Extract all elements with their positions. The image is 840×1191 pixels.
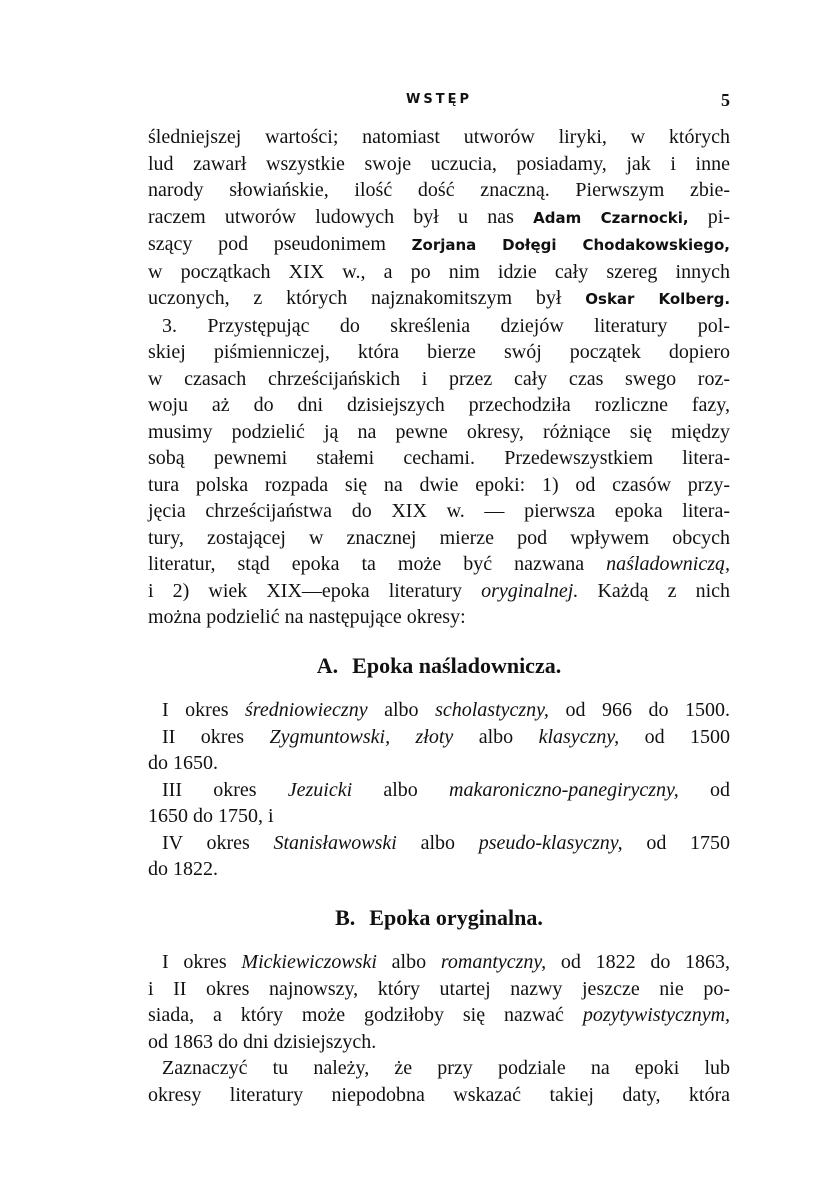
term: Stanisławowski bbox=[273, 831, 397, 854]
running-head: WSTĘP bbox=[406, 92, 472, 107]
term: Zygmuntowski, złoty bbox=[269, 725, 454, 748]
line-segment: Każdą z nich bbox=[597, 579, 731, 602]
page-header bbox=[148, 92, 730, 112]
text-line: jęcia chrześcijaństwa do XIX w. — pierwsza epoka litera- bbox=[148, 500, 730, 522]
line-segment: III okres bbox=[162, 778, 257, 801]
text-line: sobą pewnemi stałemi cechami. Przedewszystkiem litera- bbox=[148, 447, 730, 469]
text-line: tury, zostającej w znacznej mierze pod wpływem obcych bbox=[148, 526, 730, 549]
line-segment: I okres bbox=[162, 699, 229, 721]
period-line: od 1863 do dni dzisiejszych. bbox=[148, 1030, 377, 1053]
line-segment: pi- bbox=[707, 205, 731, 228]
line-segment: raczem utworów ludowych był u nas bbox=[148, 205, 514, 228]
line-segment: od 1500 bbox=[644, 725, 730, 748]
line-segment: od 1750 bbox=[646, 831, 731, 854]
text-line: lud zawarł wszystkie swoje uczucia, posiadamy, jak i inne bbox=[148, 152, 730, 175]
text-line: tura polska rozpada się na dwie epoki: 1) od czasów przy- bbox=[148, 473, 730, 496]
line-segment: literatur, stąd epoka ta może być nazwana bbox=[148, 553, 585, 575]
term: Mickiewiczowski bbox=[241, 951, 377, 973]
section-a-title: Epoka naśladownicza. bbox=[352, 652, 562, 678]
period-line bbox=[148, 830, 730, 857]
text-line: woju aż do dni dzisiejszych przechodziła rozliczne fazy, bbox=[148, 394, 730, 416]
line-segment: albo bbox=[478, 725, 514, 748]
term: romantyczny, bbox=[440, 951, 547, 973]
period-line bbox=[148, 949, 730, 976]
period-line bbox=[148, 697, 730, 724]
text-line: okresy literatury niepodobna wskazać takiej daty, która bbox=[148, 1083, 730, 1106]
term: klasyczny, bbox=[538, 725, 620, 748]
text-line: narody słowiańskie, ilość dość znaczną. Pierwszym zbie- bbox=[148, 179, 730, 201]
line-segment: IV okres bbox=[162, 831, 250, 854]
term: scholastyczny, bbox=[435, 699, 549, 721]
text-line: można podzielić na następujące okresy: bbox=[148, 606, 466, 628]
term-nasladownicza: naśladowniczą, bbox=[606, 553, 731, 575]
line-segment: siada, a który może godziłoby się nazwać bbox=[148, 1004, 564, 1026]
paragraph-folk-poetry bbox=[148, 124, 730, 313]
period-line bbox=[148, 724, 730, 751]
text-line: w czasach chrześcijańskich i przez cały czas swego roz- bbox=[148, 367, 730, 390]
period-line: do 1822. bbox=[148, 858, 218, 880]
line-segment: szący pod pseudonimem bbox=[148, 233, 386, 255]
period-line: 1650 do 1750, i bbox=[148, 805, 274, 827]
period-line: do 1650. bbox=[148, 752, 218, 774]
line-segment: i 2) wiek XIX—epoka literatury bbox=[148, 579, 463, 602]
line-segment: uczonych, z których najznakomitszym był bbox=[148, 287, 562, 309]
person-name-kolberg: Oskar Kolberg. bbox=[585, 290, 731, 308]
section-b-heading bbox=[148, 905, 730, 932]
line-segment: albo bbox=[420, 831, 456, 854]
line-segment: II okres bbox=[162, 725, 245, 748]
text-line: musimy podzielić ją na pewne okresy, różniące się między bbox=[148, 420, 730, 443]
person-name-czarnocki: Adam Czarnocki, bbox=[533, 208, 689, 227]
section-b-letter: B. bbox=[335, 904, 356, 930]
line-segment: albo bbox=[391, 951, 427, 973]
text-line: śledniejszej wartości; natomiast utworów liryki, w których bbox=[148, 126, 730, 148]
period-line bbox=[148, 1002, 730, 1029]
line-segment: od bbox=[710, 778, 731, 801]
section-b-title: Epoka oryginalna. bbox=[369, 904, 543, 930]
text-line bbox=[148, 578, 730, 605]
text-line bbox=[148, 551, 730, 578]
line-segment: od 966 do 1500. bbox=[565, 699, 730, 721]
text-line bbox=[148, 204, 730, 232]
text-line bbox=[148, 285, 730, 313]
section-a-letter: A. bbox=[316, 652, 339, 678]
text-line: skiej piśmienniczej, która bierze swój początek dopiero bbox=[148, 341, 730, 363]
term-oryginalnej: oryginalnej. bbox=[481, 579, 579, 602]
period-line bbox=[148, 777, 730, 804]
line-segment: albo bbox=[383, 778, 418, 801]
term: makaroniczno-panegiryczny, bbox=[449, 778, 679, 801]
text-line: 3. Przystępując do skreślenia dziejów literatury pol- bbox=[162, 314, 730, 337]
section-b bbox=[148, 905, 730, 1109]
line-segment: od 1822 do 1863, bbox=[560, 951, 731, 973]
section-a bbox=[148, 653, 730, 883]
person-name-chodakowski: Zorjana Dołęgi Chodakowskiego, bbox=[411, 236, 730, 254]
period-line: i II okres najnowszy, który utartej nazwy jeszcze nie po- bbox=[148, 977, 730, 1000]
paragraph-periodization bbox=[148, 313, 730, 631]
term: Jezuicki bbox=[287, 778, 353, 801]
term: średniowieczny bbox=[245, 699, 368, 721]
page-number: 5 bbox=[721, 90, 730, 110]
line-segment: I okres bbox=[162, 951, 227, 973]
term-pozytywistycznym: pozytywistycznym, bbox=[582, 1004, 731, 1026]
term: pseudo-klasyczny, bbox=[478, 831, 623, 854]
text-line: Zaznaczyć tu należy, że przy podziale na epoki lub bbox=[162, 1057, 730, 1079]
text-line bbox=[148, 231, 730, 259]
text-line: w początkach XIX w., a po nim idzie cały szereg innych bbox=[148, 260, 730, 283]
line-segment: albo bbox=[384, 699, 419, 721]
main-text bbox=[148, 124, 730, 1108]
section-a-heading bbox=[148, 653, 730, 680]
